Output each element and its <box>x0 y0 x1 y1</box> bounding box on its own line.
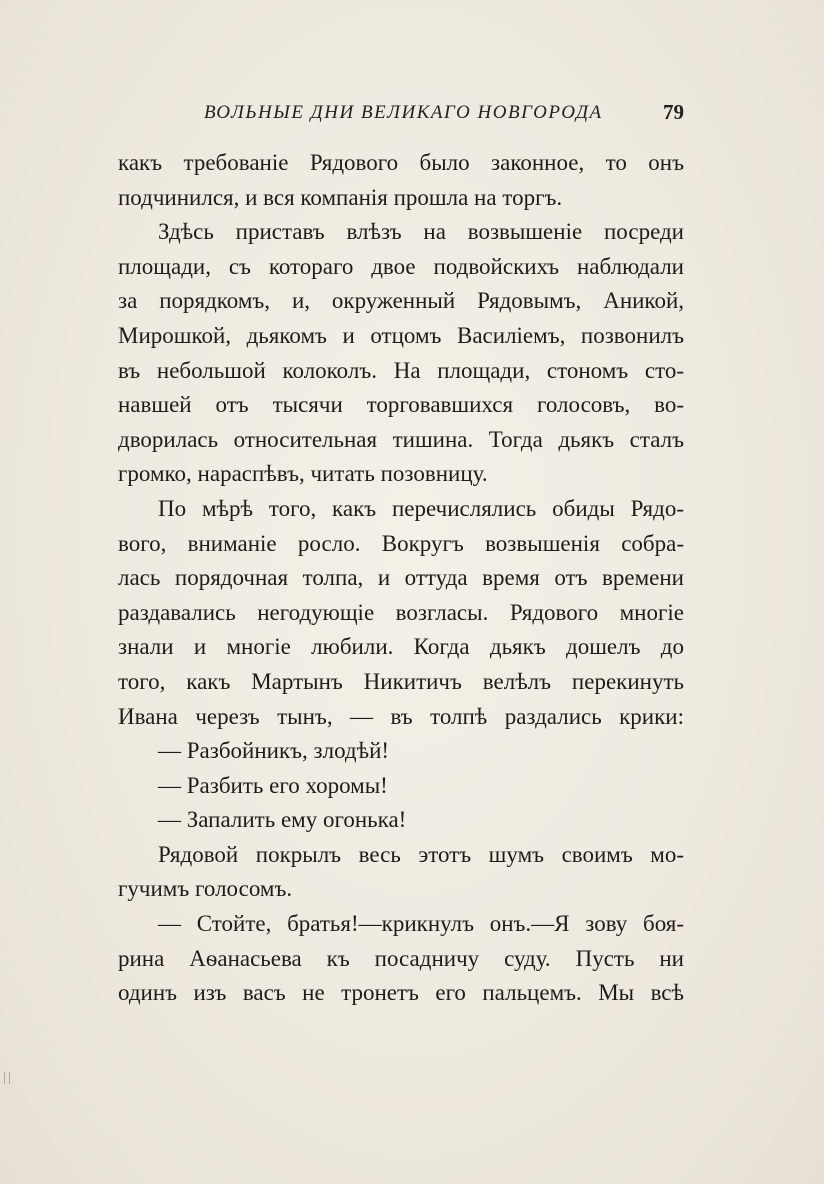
text-line: — Запалить ему огонька! <box>158 807 407 833</box>
text-line: По мѣрѣ того, какъ перечислялись обиды Рядо- <box>158 495 684 521</box>
text-line: Здѣсь приставъ влѣзъ на возвышеніе посреди <box>158 219 684 245</box>
text-line: громко, нараспѣвъ, читать позовницу. <box>118 461 488 487</box>
text-line: Мирошкой, дьякомъ и отцомъ Василіемъ, позвонилъ <box>118 322 684 348</box>
text-line: за порядкомъ, и, окруженный Рядовымъ, Аникой, <box>118 288 684 314</box>
text-line: того, какъ Мартынъ Никитичъ велѣлъ перекинуть <box>118 668 684 694</box>
text-line: какъ требованіе Рядового было законное, то онъ <box>118 150 684 175</box>
text-line: рина Аѳанасьева къ посадничу суду. Пусть ни <box>118 945 684 971</box>
text-line: лась порядочная толпа, и оттуда время отъ времени <box>118 565 684 591</box>
text-line: Ивана черезъ тынъ, — въ толпѣ раздались крики: <box>118 703 684 729</box>
text-line: въ небольшой колоколъ. На площади, стономъ сто- <box>118 357 684 383</box>
text-line: площади, съ котораго двое подвойскихъ наблюдали <box>118 253 684 279</box>
text-line: гучимъ голосомъ. <box>118 876 293 902</box>
text-line: дворилась относительная тишина. Тогда дьякъ сталъ <box>118 426 684 452</box>
margin-mark <box>4 1072 10 1084</box>
text-line: раздавались негодующіе возгласы. Рядового многіе <box>118 599 684 625</box>
text-line: вого, вниманіе росло. Вокругъ возвышенія собра- <box>118 530 684 556</box>
text-line: — Разбить его хоромы! <box>158 772 388 798</box>
text-line: подчинился, и вся компанія прошла на торгъ. <box>118 184 563 210</box>
running-title: ВОЛЬНЫЕ ДНИ ВЕЛИКАГО НОВГОРОДА <box>204 102 603 123</box>
text-line: знали и многіе любили. Когда дьякъ дошелъ до <box>118 634 684 660</box>
text-line: одинъ изъ васъ не тронетъ его пальцемъ. Мы всѣ <box>118 980 684 1006</box>
text-line: Рядовой покрылъ весь этотъ шумъ своимъ мо- <box>158 841 684 867</box>
page-number: 79 <box>663 100 684 124</box>
text-line: навшей отъ тысячи торговавшихся голосовъ, во- <box>118 392 684 418</box>
body-text <box>118 146 684 1011</box>
page-header <box>118 100 686 128</box>
text-line: — Разбойникъ, злодѣй! <box>158 738 390 764</box>
text-line: — Стойте, братья!—крикнулъ онъ.—Я зову боя- <box>158 911 684 937</box>
